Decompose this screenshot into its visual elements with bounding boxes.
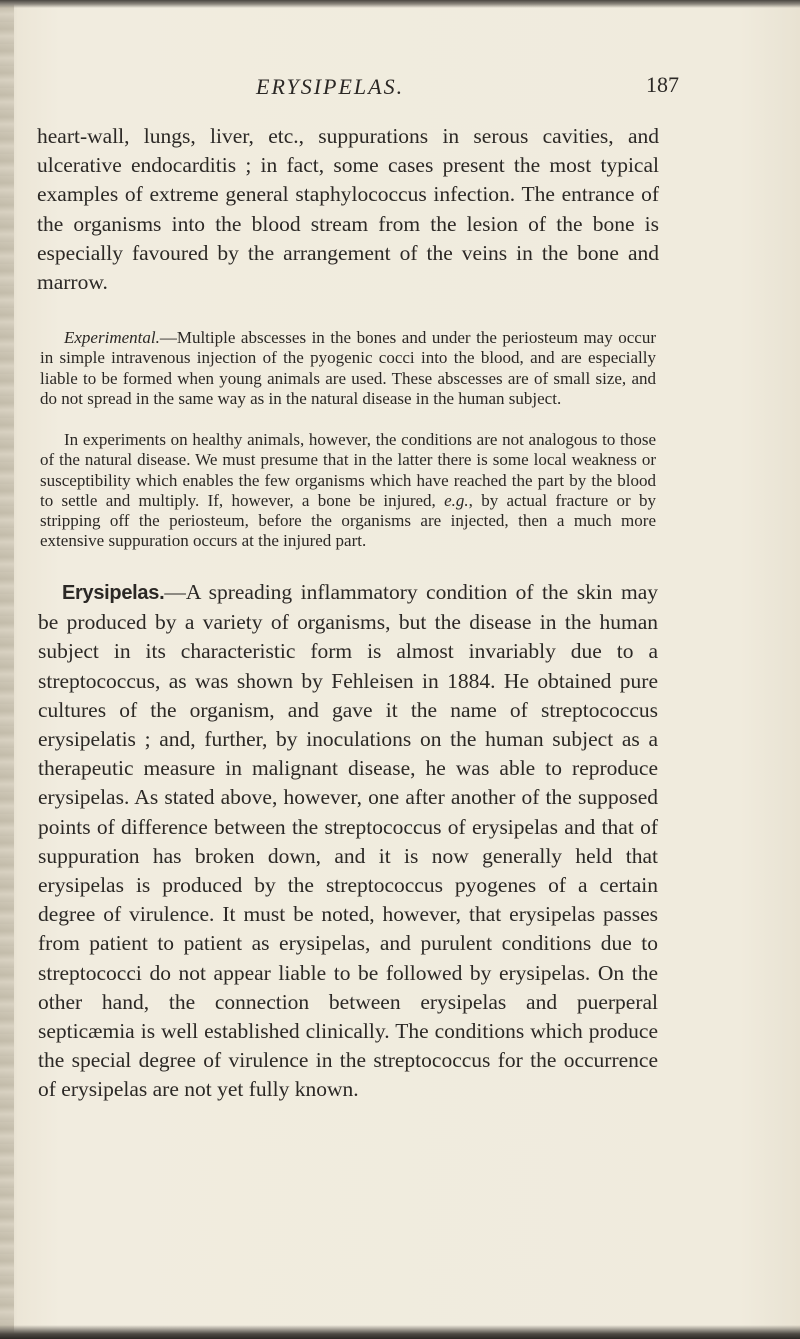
erysipelas-text: —A spreading inflammatory condition of the skin may be produced by a variety of organisms, but the disease in the human subject in its characteristic form is almost invariably due to a streptococcus, as was shown by Fehleisen in 1884. He obtained pure cultures of the organism, and gave it the name of streptococcus erysipelatis ; and, further, by inoculations on the human subject as a therapeutic measure in malignant disease, he was able to reproduce erysipelas. As stated above, however, one after another of the supposed points of difference between the streptococcus of erysipelas and that of suppuration has broken down, and it is now generally held that erysipelas is produced by the streptococcus pyogenes of a certain degree of virulence. It must be noted, however, that erysipelas passes from patient to patient as erysipelas, and purulent conditions due to streptococci do not appear liable to be followed by erysipelas. On the other hand, the connection between erysipelas and puerperal septicæmia is well established clinically. The conditions which produce the special degree of virulence in the streptococcus for the occurrence of erysipelas are not yet fully known.	[38, 580, 658, 1102]
experiments-text-a: In experiments on healthy animals, however, the conditions are not analogous to those of the natural disease. We must presume that in the latter there is some local weakness or susceptibility which enables the few organisms which have reached the part by the blood to settle and multiply. If, however, a bone be injured,	[40, 430, 656, 510]
section-heading-erysipelas: Erysipelas.	[62, 582, 165, 604]
running-title: ERYSIPELAS.	[256, 74, 405, 99]
body-paragraph-1: heart-wall, lungs, liver, etc., suppurations in serous cavities, and ulcerative endocarditis ; in fact, some cases present the most typical examples of extreme general staphylococcus infection. The entrance of the organisms into the blood stream from the lesion of the bone is especially favoured by the arrangement of the veins in the bone and marrow.	[37, 124, 659, 295]
book-binding-edge	[0, 0, 14, 1339]
bottom-page-shadow	[0, 1325, 800, 1339]
experimental-label: Experimental.	[64, 328, 160, 347]
experimental-text: —Multiple abscesses in the bones and under the periosteum may occur in simple intravenous injection of the pyogenic cocci into the blood, and are especially liable to be formed when young animals are used. These abscesses are of small size, and do not spread in the same way as in the natural disease in the human subject.	[40, 328, 656, 408]
experiments-paragraph	[40, 430, 656, 552]
page-number: 187	[646, 72, 679, 97]
experimental-paragraph	[40, 328, 656, 409]
experiments-text-b: , by actual fracture or by stripping off the periosteum, before the organisms are injected, then a much more extensive suppuration occurs at the injured part.	[40, 490, 656, 551]
erysipelas-paragraph	[38, 578, 658, 1105]
eg-abbrev: e.g.	[444, 490, 469, 510]
top-page-shadow	[0, 0, 800, 8]
